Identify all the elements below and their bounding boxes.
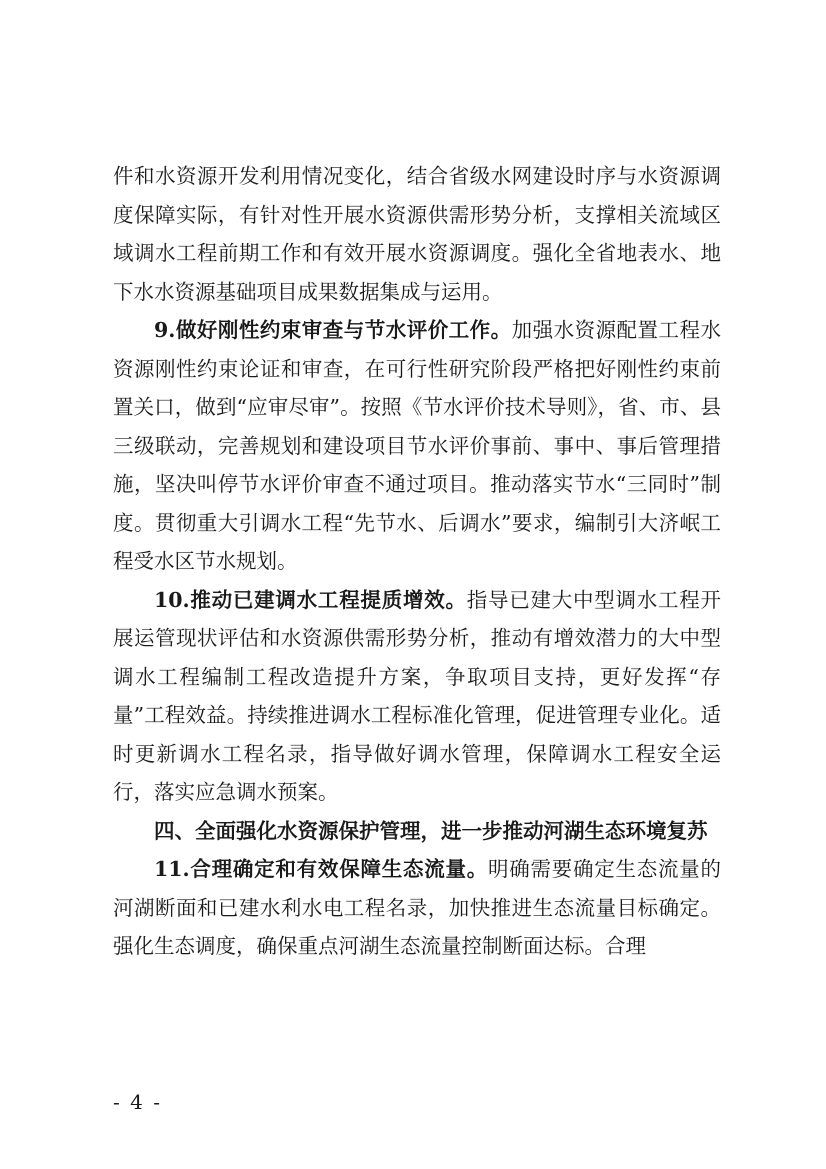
document-body — [113, 157, 721, 966]
paragraph-text: 件和水资源开发利用情况变化，结合省级水网建设时序与水资源调度保障实际，有针对性开展水资源供需形势分析，支撑相关流域区域调水工程前期工作和有效开展水资源调度。强化全省地表水、地下水水资源基础项目成果数据集成与运用。 — [113, 164, 721, 304]
section-heading-4: 四、全面强化水资源保护管理，进一步推动河湖生态环境复苏 — [154, 818, 708, 843]
item-9-text: 加强水资源配置工程水资源刚性约束论证和审查，在可行性研究阶段严格把好刚性约束前置关口，做到“应审尽审”。按照《节水评价技术导则》，省、市、县三级联动，完善规划和建设项目节水评价事前、事中、事后管理措施，坚决叫停节水评价审查不通过项目。推动落实节水“三同时”制度。贯彻重大引调水工程“先节水、后调水”要求，编制引大济岷工程受水区节水规划。 — [113, 318, 721, 573]
paragraph-item-9 — [113, 311, 721, 581]
item-10-lead: 10.推动已建调水工程提质增效。 — [154, 587, 467, 612]
item-10-text: 指导已建大中型调水工程开展运管现状评估和水资源供需形势分析，推动有增效潜力的大中型调水工程编制工程改造提升方案，争取项目支持，更好发挥“存量”工程效益。持续推进调水工程标准化管理，促进管理专业化。适时更新调水工程名录，指导做好调水管理，保障调水工程安全运行，落实应急调水预案。 — [113, 587, 722, 804]
item-11-lead: 11.合理确定和有效保障生态流量。 — [154, 857, 488, 881]
paragraph-continuation — [113, 157, 721, 311]
item-11-text: 明确需要确定生态流量的河湖断面和已建水利水电工程名录，加快推进生态流量目标确定。强化生态调度，确保重点河湖生态流量控制断面达标。合理 — [113, 857, 721, 958]
item-9-lead: 9.做好刚性约束审查与节水评价工作。 — [154, 318, 512, 342]
paragraph-item-11 — [113, 850, 721, 966]
paragraph-item-10 — [113, 581, 721, 812]
page-number: - 4 - — [113, 1090, 162, 1114]
